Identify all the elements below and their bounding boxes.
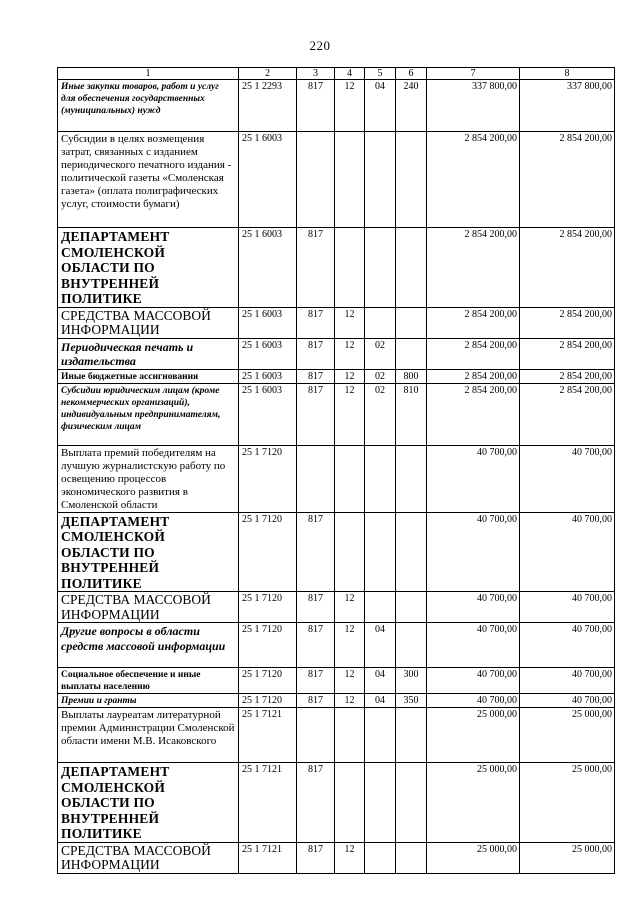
amount-cell: 2 854 200,00 xyxy=(520,338,615,369)
header-cell: 5 xyxy=(365,68,396,80)
page-number: 220 xyxy=(309,38,331,53)
section-code-cell: 12 xyxy=(335,369,365,383)
subsection-code-cell: 02 xyxy=(365,383,396,445)
amount-cell: 2 854 200,00 xyxy=(520,307,615,338)
ministry-code-cell: 817 xyxy=(297,80,335,132)
row-name-cell xyxy=(58,842,239,873)
amount-cell: 337 800,00 xyxy=(520,80,615,132)
table-row xyxy=(58,80,615,132)
row-name-text: СРЕДСТВА МАССОВОЙ ИНФОРМАЦИИ xyxy=(61,307,211,337)
expense-type-cell: 300 xyxy=(396,668,427,694)
amount-cell: 2 854 200,00 xyxy=(520,369,615,383)
amount-cell: 40 700,00 xyxy=(520,668,615,694)
target-code-cell: 25 1 6003 xyxy=(239,307,297,338)
expense-type-cell xyxy=(396,623,427,668)
table-row xyxy=(58,623,615,668)
header-cell: 2 xyxy=(239,68,297,80)
ministry-code-cell: 817 xyxy=(297,369,335,383)
amount-cell: 25 000,00 xyxy=(520,842,615,873)
ministry-code-cell xyxy=(297,132,335,228)
table-row xyxy=(58,445,615,512)
section-code-cell: 12 xyxy=(335,623,365,668)
expense-type-cell xyxy=(396,763,427,843)
section-code-cell xyxy=(335,132,365,228)
table-row xyxy=(58,592,615,623)
expense-type-cell: 350 xyxy=(396,694,427,708)
amount-cell: 2 854 200,00 xyxy=(520,228,615,308)
table-row xyxy=(58,369,615,383)
subsection-code-cell xyxy=(365,842,396,873)
ministry-code-cell: 817 xyxy=(297,592,335,623)
section-code-cell xyxy=(335,445,365,512)
amount-cell: 40 700,00 xyxy=(520,694,615,708)
amount-cell: 40 700,00 xyxy=(427,623,520,668)
target-code-cell: 25 1 6003 xyxy=(239,132,297,228)
expense-type-cell: 240 xyxy=(396,80,427,132)
section-code-cell: 12 xyxy=(335,338,365,369)
amount-cell: 25 000,00 xyxy=(427,842,520,873)
row-name-cell xyxy=(58,445,239,512)
target-code-cell: 25 1 6003 xyxy=(239,338,297,369)
expense-type-cell xyxy=(396,338,427,369)
target-code-cell: 25 1 7120 xyxy=(239,592,297,623)
amount-cell: 2 854 200,00 xyxy=(520,383,615,445)
amount-cell: 40 700,00 xyxy=(520,512,615,592)
table-row xyxy=(58,694,615,708)
section-code-cell: 12 xyxy=(335,592,365,623)
row-name-cell xyxy=(58,512,239,592)
row-name-cell xyxy=(58,338,239,369)
subsection-code-cell xyxy=(365,445,396,512)
expense-type-cell xyxy=(396,842,427,873)
subsection-code-cell: 02 xyxy=(365,369,396,383)
amount-cell: 2 854 200,00 xyxy=(427,383,520,445)
amount-cell: 25 000,00 xyxy=(427,708,520,763)
expense-type-cell xyxy=(396,445,427,512)
row-name-text: Выплаты лауреатам литературной премии Администрации Смоленской области имени М.В. Исаковского xyxy=(61,709,235,747)
section-code-cell: 12 xyxy=(335,80,365,132)
row-name-cell xyxy=(58,623,239,668)
amount-cell: 2 854 200,00 xyxy=(520,132,615,228)
row-name-cell xyxy=(58,383,239,445)
header-cell: 4 xyxy=(335,68,365,80)
target-code-cell: 25 1 2293 xyxy=(239,80,297,132)
subsection-code-cell: 04 xyxy=(365,668,396,694)
row-name-text: ДЕПАРТАМЕНТ СМОЛЕНСКОЙ ОБЛАСТИ ПО ВНУТРЕННЕЙ ПОЛИТИКЕ xyxy=(61,229,170,306)
subsection-code-cell xyxy=(365,132,396,228)
subsection-code-cell xyxy=(365,228,396,308)
table-row xyxy=(58,307,615,338)
amount-cell: 40 700,00 xyxy=(427,694,520,708)
amount-cell: 40 700,00 xyxy=(520,592,615,623)
expense-type-cell xyxy=(396,228,427,308)
section-code-cell: 12 xyxy=(335,694,365,708)
amount-cell: 2 854 200,00 xyxy=(427,369,520,383)
ministry-code-cell: 817 xyxy=(297,307,335,338)
row-name-text: ДЕПАРТАМЕНТ СМОЛЕНСКОЙ ОБЛАСТИ ПО ВНУТРЕННЕЙ ПОЛИТИКЕ xyxy=(61,513,170,591)
section-code-cell xyxy=(335,512,365,592)
ministry-code-cell: 817 xyxy=(297,512,335,592)
subsection-code-cell xyxy=(365,592,396,623)
table-row xyxy=(58,338,615,369)
section-code-cell: 12 xyxy=(335,842,365,873)
target-code-cell: 25 1 7120 xyxy=(239,623,297,668)
row-name-cell xyxy=(58,80,239,132)
ministry-code-cell: 817 xyxy=(297,842,335,873)
subsection-code-cell: 04 xyxy=(365,694,396,708)
subsection-code-cell: 04 xyxy=(365,623,396,668)
ministry-code-cell: 817 xyxy=(297,763,335,843)
row-name-cell xyxy=(58,708,239,763)
row-name-cell xyxy=(58,228,239,308)
target-code-cell: 25 1 7121 xyxy=(239,842,297,873)
header-cell: 8 xyxy=(520,68,615,80)
subsection-code-cell xyxy=(365,708,396,763)
row-name-text: Социальное обеспечение и иные выплаты населению xyxy=(61,670,201,692)
table-row xyxy=(58,842,615,873)
ministry-code-cell: 817 xyxy=(297,228,335,308)
header-cell: 1 xyxy=(58,68,239,80)
expense-type-cell xyxy=(396,708,427,763)
amount-cell: 40 700,00 xyxy=(427,512,520,592)
ministry-code-cell xyxy=(297,445,335,512)
expense-type-cell xyxy=(396,132,427,228)
amount-cell: 40 700,00 xyxy=(520,623,615,668)
row-name-cell xyxy=(58,694,239,708)
target-code-cell: 25 1 7120 xyxy=(239,694,297,708)
row-name-text: СРЕДСТВА МАССОВОЙ ИНФОРМАЦИИ xyxy=(61,842,211,872)
section-code-cell xyxy=(335,228,365,308)
target-code-cell: 25 1 7121 xyxy=(239,763,297,843)
table-row xyxy=(58,708,615,763)
target-code-cell: 25 1 6003 xyxy=(239,369,297,383)
expense-type-cell: 810 xyxy=(396,383,427,445)
amount-cell: 2 854 200,00 xyxy=(427,132,520,228)
subsection-code-cell xyxy=(365,512,396,592)
budget-table xyxy=(57,67,615,874)
amount-cell: 25 000,00 xyxy=(427,763,520,843)
row-name-text: СРЕДСТВА МАССОВОЙ ИНФОРМАЦИИ xyxy=(61,592,211,622)
header-cell: 7 xyxy=(427,68,520,80)
amount-cell: 40 700,00 xyxy=(427,668,520,694)
row-name-text: Периодическая печать и издательства xyxy=(61,339,194,368)
subsection-code-cell: 04 xyxy=(365,80,396,132)
ministry-code-cell: 817 xyxy=(297,623,335,668)
header-cell: 3 xyxy=(297,68,335,80)
header-row xyxy=(58,68,615,80)
amount-cell: 40 700,00 xyxy=(427,445,520,512)
row-name-cell xyxy=(58,763,239,843)
amount-cell: 2 854 200,00 xyxy=(427,338,520,369)
subsection-code-cell xyxy=(365,307,396,338)
amount-cell: 25 000,00 xyxy=(520,763,615,843)
ministry-code-cell: 817 xyxy=(297,694,335,708)
ministry-code-cell: 817 xyxy=(297,383,335,445)
amount-cell: 40 700,00 xyxy=(520,445,615,512)
target-code-cell: 25 1 6003 xyxy=(239,228,297,308)
row-name-text: Иные закупки товаров, работ и услуг для обеспечения государственных (муниципальных) нужд xyxy=(61,82,219,116)
row-name-cell xyxy=(58,307,239,338)
ministry-code-cell: 817 xyxy=(297,338,335,369)
row-name-text: Другие вопросы в области средств массовой информации xyxy=(61,624,226,653)
header-cell: 6 xyxy=(396,68,427,80)
row-name-cell xyxy=(58,369,239,383)
section-code-cell xyxy=(335,763,365,843)
row-name-cell xyxy=(58,668,239,694)
target-code-cell: 25 1 7120 xyxy=(239,445,297,512)
target-code-cell: 25 1 7120 xyxy=(239,668,297,694)
row-name-text: Иные бюджетные ассигнования xyxy=(61,371,199,382)
subsection-code-cell: 02 xyxy=(365,338,396,369)
expense-type-cell xyxy=(396,307,427,338)
row-name-text: Выплата премий победителям на лучшую журналистскую работу по освещению процессов экономического развития в Смоленской области xyxy=(61,446,226,511)
row-name-text: Премии и гранты xyxy=(61,696,137,706)
row-name-text: Субсидии юридическим лицам (кроме некоммерческих организаций), индивидуальным предпринимателям, физическим лицам xyxy=(61,385,221,432)
table-row xyxy=(58,132,615,228)
amount-cell: 25 000,00 xyxy=(520,708,615,763)
row-name-cell xyxy=(58,592,239,623)
row-name-cell xyxy=(58,132,239,228)
table-row xyxy=(58,383,615,445)
amount-cell: 40 700,00 xyxy=(427,592,520,623)
section-code-cell xyxy=(335,708,365,763)
expense-type-cell xyxy=(396,592,427,623)
table-row xyxy=(58,763,615,843)
section-code-cell: 12 xyxy=(335,307,365,338)
amount-cell: 2 854 200,00 xyxy=(427,307,520,338)
subsection-code-cell xyxy=(365,763,396,843)
section-code-cell: 12 xyxy=(335,668,365,694)
row-name-text: ДЕПАРТАМЕНТ СМОЛЕНСКОЙ ОБЛАСТИ ПО ВНУТРЕННЕЙ ПОЛИТИКЕ xyxy=(61,764,170,841)
target-code-cell: 25 1 7121 xyxy=(239,708,297,763)
table-row xyxy=(58,668,615,694)
expense-type-cell xyxy=(396,512,427,592)
table-row xyxy=(58,512,615,592)
section-code-cell: 12 xyxy=(335,383,365,445)
target-code-cell: 25 1 7120 xyxy=(239,512,297,592)
amount-cell: 337 800,00 xyxy=(427,80,520,132)
ministry-code-cell xyxy=(297,708,335,763)
ministry-code-cell: 817 xyxy=(297,668,335,694)
expense-type-cell: 800 xyxy=(396,369,427,383)
row-name-text: Субсидии в целях возмещения затрат, связанных с изданием периодического печатного издания - политической газеты «Смоленская газета» (оплата полиграфических услуг, стоимости бумаги) xyxy=(61,133,232,210)
table-row xyxy=(58,228,615,308)
target-code-cell: 25 1 6003 xyxy=(239,383,297,445)
amount-cell: 2 854 200,00 xyxy=(427,228,520,308)
